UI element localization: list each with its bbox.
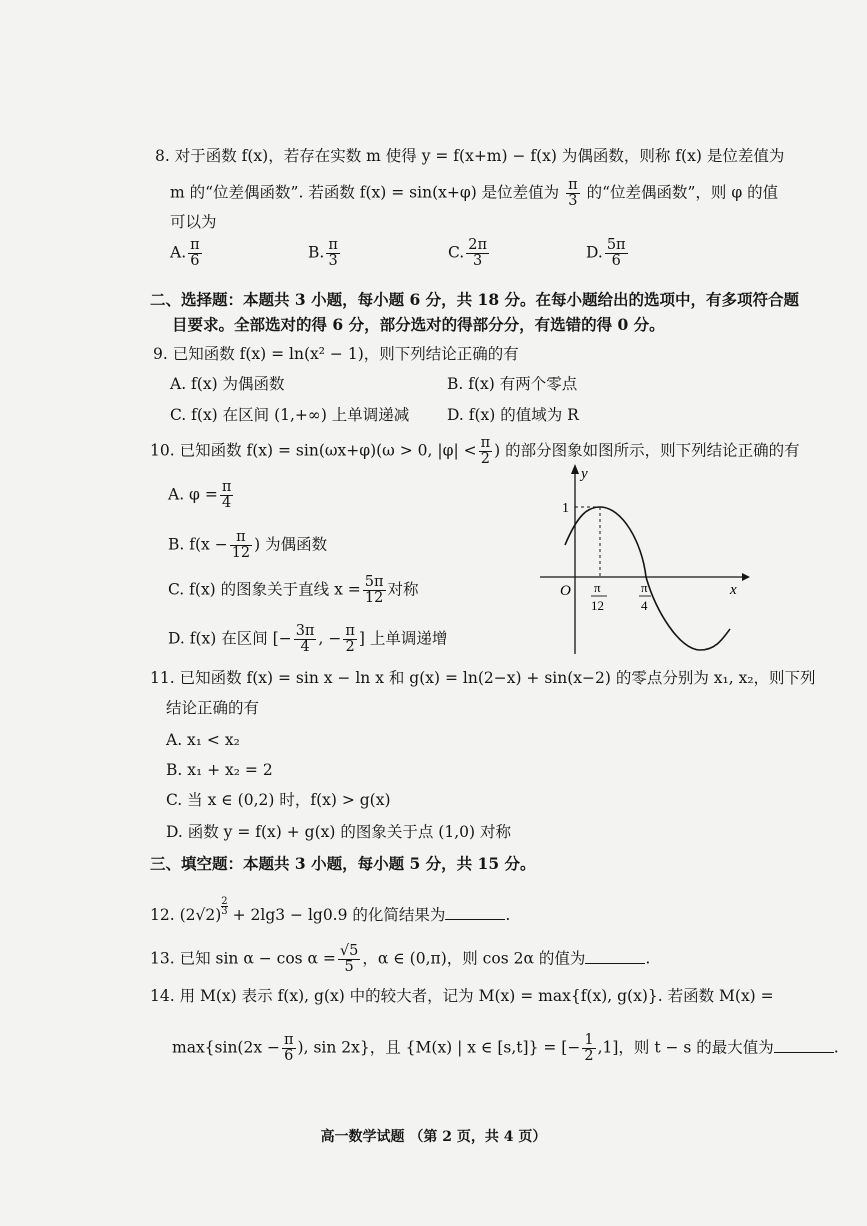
q11-line1: 11. 已知函数 f(x) = sin x − ln x 和 g(x) = ln(2−x) + sin(x−2) 的零点分别为 x₁, x₂，则下列 bbox=[150, 669, 816, 687]
x-axis-label: x bbox=[730, 582, 737, 598]
section3-heading: 三、填空题：本题共 3 小题，每小题 5 分，共 15 分。 bbox=[150, 854, 536, 873]
x-axis-arrow bbox=[742, 573, 750, 581]
q11-option-a[interactable]: A. x₁ < x₂ bbox=[166, 731, 240, 749]
q8-fraction: $\frac{\pi}{3}$ bbox=[568, 177, 578, 209]
q10-option-c[interactable]: C. f(x) 的图象关于直线 x = $\frac{5\pi}{12}$ 对称 bbox=[168, 574, 419, 606]
q11-option-d[interactable]: D. 函数 y = f(x) + g(x) 的图象关于点 (1,0) 对称 bbox=[166, 823, 511, 841]
q9-option-b[interactable]: B. f(x) 有两个零点 bbox=[447, 375, 578, 393]
q9-option-a[interactable]: A. f(x) 为偶函数 bbox=[170, 375, 285, 393]
q10-option-a[interactable]: A. φ = $\frac{\pi}{4}$ bbox=[168, 479, 232, 511]
y-axis-arrow bbox=[571, 464, 579, 474]
q13-answer-blank[interactable] bbox=[585, 949, 645, 964]
q13: 13. 已知 sin α − cos α = $\frac{√5}{5}$ ，α ∈ (0,π)，则 cos 2α 的值为 . bbox=[150, 943, 651, 975]
q8-line2 bbox=[170, 178, 778, 209]
q8-option-c[interactable]: C. $\frac{2\pi}{3}$ bbox=[448, 237, 487, 269]
q8-line2-text-b: 的“位差偶函数”，则 φ 的值 bbox=[586, 183, 779, 202]
q9-option-c[interactable]: C. f(x) 在区间 (1,+∞) 上单调递减 bbox=[170, 406, 410, 424]
q14-line2: max{sin(2x − $\frac{\pi}{6}$ ), sin 2x}，且 {M(x) | x ∈ [s,t]} = [− $\frac{1}{2}$ ,1]，则 t − s 的最大值为 . bbox=[172, 1032, 839, 1064]
tick-pi-over-12-den: 12 bbox=[591, 598, 604, 613]
q12: 12. (2√2) $^{\frac{2}{3}}$ + 2lg3 − lg0.9 的化简结果为 . bbox=[150, 896, 511, 925]
section2-heading-line2: 目要求。全部选对的得 6 分，部分选对的得部分分，有选错的得 0 分。 bbox=[172, 315, 665, 334]
q10-stem: 10. 已知函数 f(x) = sin(ωx+φ)(ω > 0, |φ| < $\frac{\pi}{2}$ ) 的部分图象如图所示，则下列结论正确的有 bbox=[150, 435, 800, 467]
max-value-label: 1 bbox=[562, 501, 569, 516]
q10-option-b[interactable]: B. f(x − $\frac{\pi}{12}$ ) 为偶函数 bbox=[168, 529, 328, 561]
q8-line1: 8. 对于函数 f(x)，若存在实数 m 使得 y = f(x+m) − f(x) 为偶函数，则称 f(x) 是位差值为 bbox=[155, 147, 785, 165]
section2-heading-line1: 二、选择题：本题共 3 小题，每小题 6 分，共 18 分。在每小题给出的选项中，有多项符合题 bbox=[150, 290, 800, 309]
q10-sine-graph bbox=[530, 462, 750, 662]
q9-stem: 9. 已知函数 f(x) = ln(x² − 1)，则下列结论正确的有 bbox=[153, 345, 519, 363]
q8-line2-text-a: m 的“位差偶函数”. 若函数 f(x) = sin(x+φ) 是位差值为 bbox=[170, 183, 560, 202]
q9-option-d[interactable]: D. f(x) 的值域为 R bbox=[447, 406, 579, 424]
q11-option-b[interactable]: B. x₁ + x₂ = 2 bbox=[166, 761, 273, 779]
page-footer: 高一数学试题 （第 2 页，共 4 页） bbox=[320, 1129, 547, 1145]
q14-answer-blank[interactable] bbox=[774, 1038, 834, 1053]
q8-line3: 可以为 bbox=[170, 213, 217, 231]
origin-label: O bbox=[560, 583, 571, 599]
tick-pi-over-12-num: π bbox=[594, 580, 601, 595]
q8-option-a[interactable]: A. $\frac{\pi}{6}$ bbox=[170, 237, 200, 269]
q14-line1: 14. 用 M(x) 表示 f(x), g(x) 中的较大者，记为 M(x) = max{f(x), g(x)}. 若函数 M(x) = bbox=[150, 987, 774, 1005]
q11-option-c[interactable]: C. 当 x ∈ (0,2) 时，f(x) > g(x) bbox=[166, 791, 391, 809]
q12-answer-blank[interactable] bbox=[445, 905, 505, 920]
tick-pi-over-4-num: π bbox=[641, 580, 648, 595]
q8-option-d[interactable]: D. $\frac{5\pi}{6}$ bbox=[586, 237, 626, 269]
tick-pi-over-4-den: 4 bbox=[641, 598, 648, 613]
y-axis-label: y bbox=[581, 466, 588, 482]
sine-curve bbox=[565, 507, 730, 650]
q10-option-d[interactable]: D. f(x) 在区间 [− $\frac{3\pi}{4}$ , − $\frac{\pi}{2}$ ] 上单调递增 bbox=[168, 623, 448, 655]
q8-option-b[interactable]: B. $\frac{\pi}{3}$ bbox=[308, 237, 338, 269]
q11-line2: 结论正确的有 bbox=[166, 699, 260, 717]
